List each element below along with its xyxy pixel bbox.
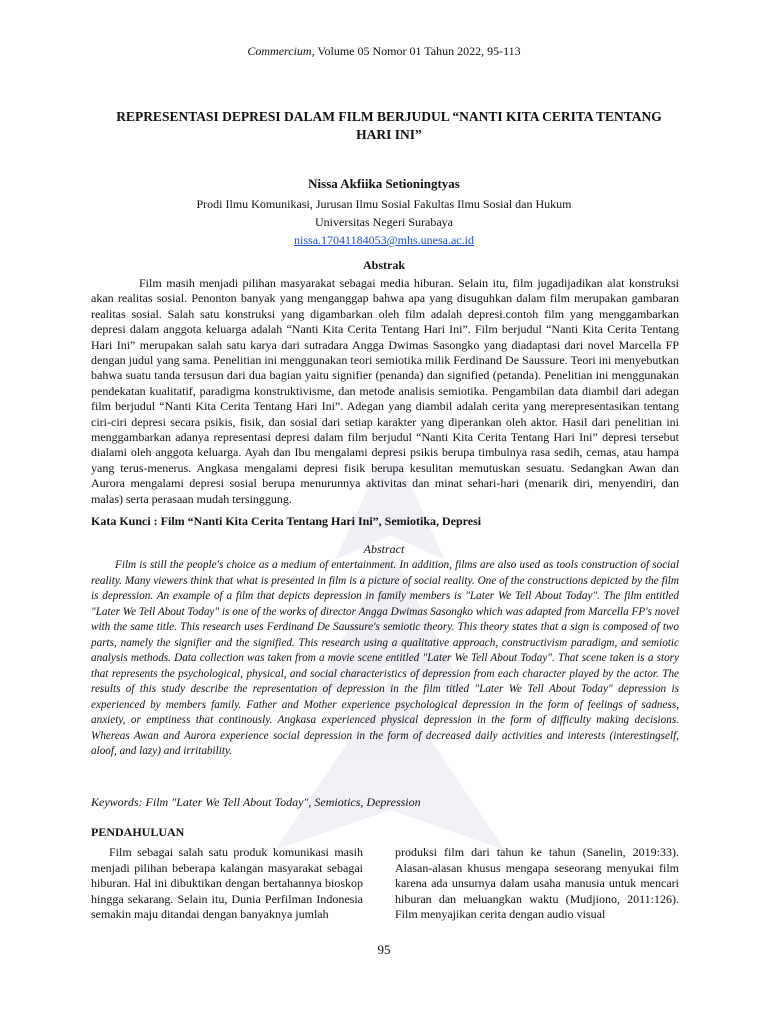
journal-name: Commercium, xyxy=(247,44,315,58)
journal-issue: Volume 05 Nomor 01 Tahun 2022, 95-113 xyxy=(314,44,521,58)
abstract-heading: Abstract xyxy=(363,542,405,556)
pendahuluan-right-column: produksi film dari tahun ke tahun (Sanelin, 2019:33). Alasan-alasan khusus mengapa seseorang menyukai film karena ada unsurnya dalam usaha manusia untuk mencari hiburan dan meluangkan waktu (Mudjiono, 2011:126). Film menyajikan cerita dengan audio visual xyxy=(395,845,679,922)
author-email-link[interactable]: nissa.17041184053@mhs.unesa.ac.id xyxy=(294,233,474,247)
author-affiliation xyxy=(0,195,768,249)
section-heading-pendahuluan: PENDAHULUAN xyxy=(91,825,185,839)
kata-kunci: Kata Kunci : Film “Nanti Kita Cerita Tentang Hari Ini”, Semiotika, Depresi xyxy=(91,514,482,528)
affiliation-university: Universitas Negeri Surabaya xyxy=(315,215,453,229)
author-name: Nissa Akfiika Setioningtyas xyxy=(308,176,460,191)
pendahuluan-left-column: Film sebagai salah satu produk komunikasi masih menjadi pilihan beberapa kalangan masyarakat sebagai hiburan. Hal ini dibuktikan dengan bertahannya bioskop hingga sekarang. Selain itu, Dunia Perfilman Indonesia semakin maju ditandai dengan banyaknya jumlah xyxy=(91,845,363,922)
abstract-body: Film is still the people's choice as a medium of entertainment. In addition, films are also used as tools construction of social reality. Many viewers think that what is presented in film is a picture of social reality. One of the constructions depicted by the film is depression. An example of a film that depicts depression in family members is "Later We Tell About Today". The film entitled "Later We Tell About Today" is one of the works of director Angga Dwimas Sasongko which was adapted from Marcella FP's novel with the same title. This research uses Ferdinand De Saussure's semiotic theory. This theory states that a sign is composed of two parts, namely the signifier and the signified. This research using a qualitative approach, constructivism paradigm, and semiotic analysis methods. Data collection was taken from a movie scene entitled "Later We Tell About Today". That scene taken is a story that represents the psychological, physical, and social characteristics of depression from each character played by the actor. The results of this study describe the representation of depression in the film titled "Later We Tell About Today" depression is experienced by members family. Father and Mother experience psychological depression in the form of feelings of sadness, anxiety, or emptiness that continously. Angkasa experienced physical depression in the form of difficulty making decisions. Whereas Awan and Aurora experience social depression in the form of decreased daily activities and interests (interestingself, aloof, and lazy) and irritability. xyxy=(91,559,679,757)
journal-header xyxy=(0,44,768,59)
abstrak-body: Film masih menjadi pilihan masyarakat sebagai media hiburan. Selain itu, film jugadijadikan alat konstruksi akan realitas sosial. Penonton banyak yang menganggap bahwa apa yang disuguhkan dalam film merupakan gambaran realitas sosial. Salah satu konstruksi yang digambarkan oleh film adalah depresi.contoh film yang menggambarkan depresi dalam anggota keluarga adalah “Nanti Kita Cerita Tentang Hari Ini”. Film berjudul “Nanti Kita Cerita Tentang Hari Ini” merupakan salah satu karya dari sutradara Angga Dwimas Sasongko yang diadaptasi dari novel Marcella FP dengan judul yang sama. Penelitian ini menggunakan teori semiotika milik Ferdinand De Saussure. Teori ini menyebutkan bahwa suatu tanda tersusun dari dua bagian yaitu signifier (penanda) dan signified (petanda). Penelitian ini menggunakan pendekatan kualitatif, paradigma konstruktivisme, dan metode analisis semiotika. Pengambilan data diambil dari adegan film berjudul “Nanti Kita Cerita Tentang Hari Ini”. Adegan yang diambil adalah cerita yang merepresentasikan tentang ciri-ciri depresi secara psikis, fisik, dan sosial dari setiap karakter yang diperankan oleh aktor. Hasil dari penelitian ini menggambarkan adanya representasi depresi dalam film berjudul “Nanti Kita Cerita Tentang Hari Ini” depresi tersebut dialami oleh anggota keluarga. Ayah dan Ibu mengalami depresi psikis berupa timbulnya rasa sedih, cemas, atau hampa yang terus-menerus. Angkasa mengalami depresi fisik berupa kesulitan memutuskan sesuatu. Sedangkan Awan dan Aurora mengalami depresi sosial berupa menurunnya aktivitas dan minat sehari-hari (menarik diri, menyendiri, dan malas) serta perasaan mudah tersinggung. xyxy=(91,276,679,506)
keywords: Keywords: Film "Later We Tell About Today", Semiotics, Depression xyxy=(91,795,421,809)
paper-title: REPRESENTASI DEPRESI DALAM FILM BERJUDUL “NANTI KITA CERITA TENTANG HARI INI” xyxy=(116,109,662,142)
affiliation-department: Prodi Ilmu Komunikasi, Jurusan Ilmu Sosial Fakultas Ilmu Sosial dan Hukum xyxy=(196,197,572,211)
page-number: 95 xyxy=(377,942,391,957)
abstrak-heading: Abstrak xyxy=(362,258,405,272)
